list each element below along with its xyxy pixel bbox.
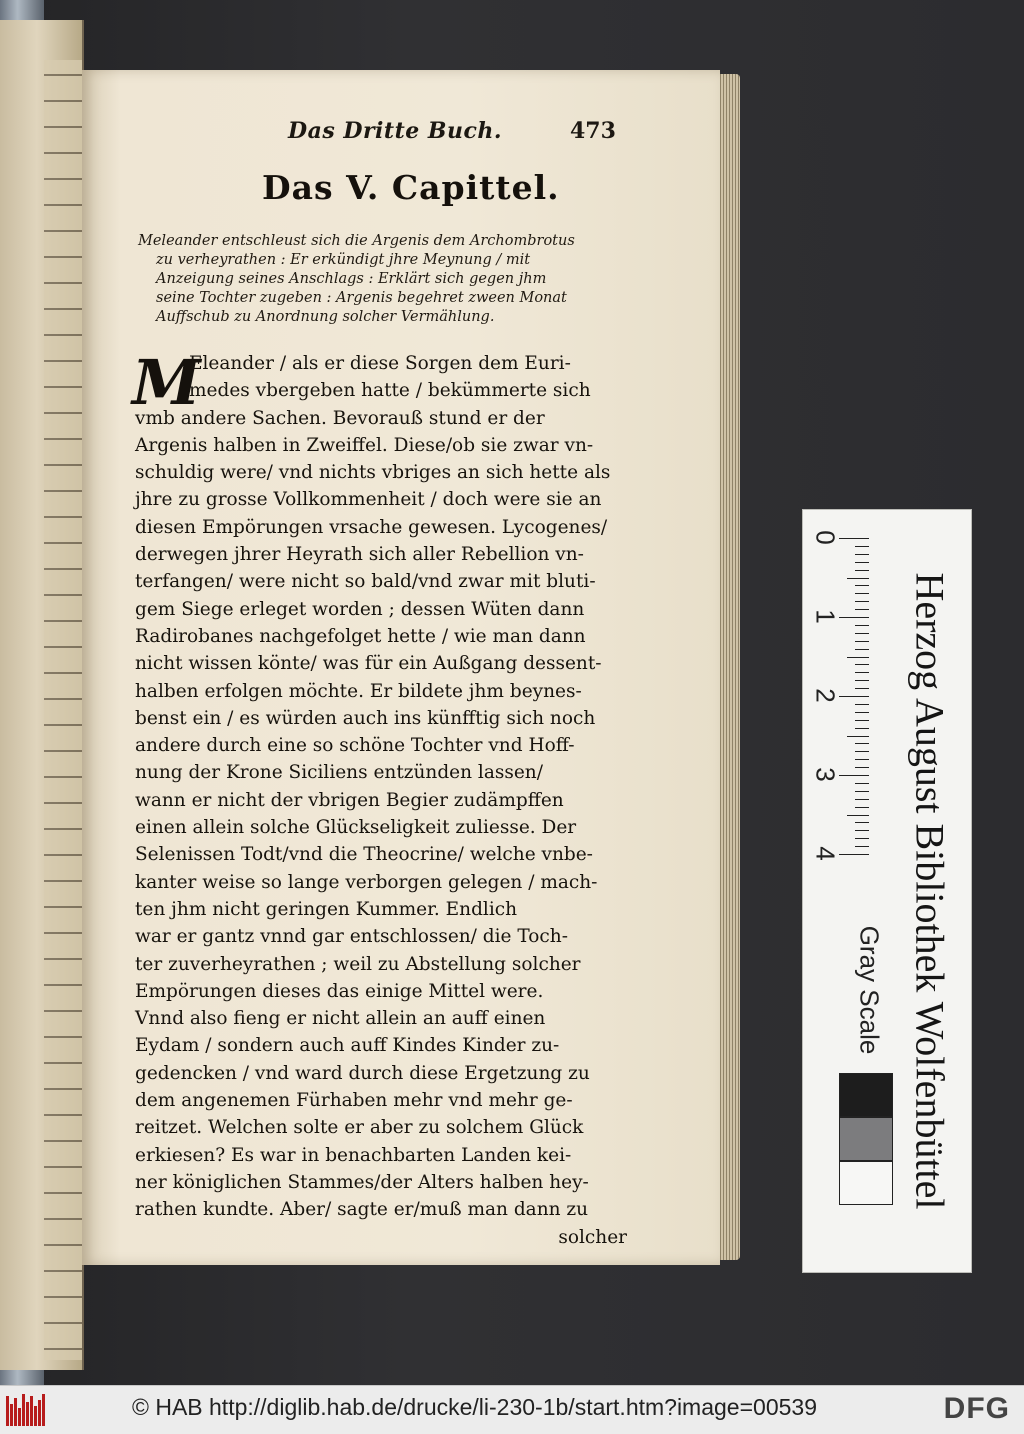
dfg-logo: DFG [943, 1392, 1010, 1425]
chapter-title: Das V. Capittel. [262, 168, 560, 207]
body-line: vmb andere Sachen. Bevorauß stund er der [135, 407, 545, 429]
ruler-tick [855, 641, 869, 642]
logo-bar [6, 1396, 9, 1426]
running-head: Das Dritte Buch. [288, 118, 503, 144]
body-line: rathen kundte. Aber/ sagte er/muß man dann zu [135, 1199, 589, 1221]
ruler-tick [855, 570, 869, 571]
ruler-tick [855, 649, 869, 650]
page-number: 473 [570, 118, 616, 144]
ruler-tick [855, 712, 869, 713]
body-text [135, 350, 627, 1251]
ruler-tick [847, 657, 869, 658]
ruler-tick [839, 696, 869, 697]
body-line: Argenis halben in Zweiffel. Diese/ob sie zwar vn- [135, 434, 594, 456]
ruler-tick [855, 585, 869, 586]
body-line: diesen Empörungen vrsache gewesen. Lycogenes/ [135, 516, 608, 538]
footer-bar [0, 1385, 1024, 1434]
ruler-tick [855, 720, 869, 721]
body-line: jhre zu grosse Vollkommenheit / doch were sie an [135, 489, 602, 511]
logo-bar [26, 1402, 29, 1426]
ruler-tick [855, 783, 869, 784]
summary-line: Anzeigung seines Anschlags : Erklärt sich gegen jhm [156, 271, 547, 287]
ruler-tick [855, 633, 869, 634]
drop-cap: M [132, 346, 201, 419]
ruler-tick [855, 846, 869, 847]
summary-line: seine Tochter zugeben : Argenis begehret zween Monat [156, 290, 567, 306]
logo-bar [42, 1394, 45, 1426]
body-line: war er gantz vnnd gar entschlossen/ die Toch- [135, 926, 568, 948]
body-line: nung der Krone Siciliens entzünden lassen/ [135, 762, 543, 784]
ruler-tick [855, 554, 869, 555]
ruler [811, 520, 871, 920]
ruler-number: 0 [810, 530, 841, 545]
body-line: gem Siege erleget worden ; dessen Wüten dann [135, 598, 585, 620]
ruler-tick [839, 617, 869, 618]
ruler-tick [839, 854, 869, 855]
body-line: reitzet. Welchen solte er aber zu solchem Glück [135, 1117, 584, 1139]
body-line: ter zuverheyrathen ; weil zu Abstellung solcher [135, 953, 581, 975]
body-line: halben erfolgen möchte. Er bildete jhm beynes- [135, 680, 582, 702]
body-line: Vnnd also fieng er nicht allein an auff einen [135, 1008, 546, 1030]
ruler-number: 3 [810, 767, 841, 782]
catchword: solcher [558, 1226, 627, 1248]
ruler-tick [847, 736, 869, 737]
logo-bar [22, 1394, 25, 1426]
ruler-tick [855, 807, 869, 808]
body-line: wann er nicht der vbrigen Begier zudämpffen [135, 789, 564, 811]
body-line: gedencken / vnd ward durch diese Ergetzung zu [135, 1062, 590, 1084]
gray-swatch-white [839, 1161, 893, 1205]
body-line: Eydam / sondern auch auff Kindes Kinder zu- [135, 1035, 560, 1057]
body-line: Empörungen dieses das einige Mittel were. [135, 980, 544, 1002]
ruler-tick [839, 538, 869, 539]
ruler-number: 4 [810, 846, 841, 861]
ruler-number: 1 [810, 609, 841, 624]
ruler-tick [855, 546, 869, 547]
body-line: einen allein solche Glückseligkeit zuliesse. Der [135, 817, 577, 839]
ruler-tick [847, 578, 869, 579]
hab-barcode-logo-icon [6, 1394, 46, 1426]
ruler-tick [855, 672, 869, 673]
ruler-tick [855, 704, 869, 705]
gray-scale-label: Gray Scale [854, 925, 885, 1055]
gray-swatch-black [839, 1073, 893, 1117]
logo-bar [14, 1398, 17, 1426]
summary-line: Auffschub zu Anordnung solcher Vermählung. [156, 309, 495, 325]
logo-bar [10, 1404, 13, 1426]
body-line: derwegen jhrer Heyrath sich aller Rebellion vn- [135, 544, 584, 566]
ruler-tick [855, 609, 869, 610]
body-line: kanter weise so lange verborgen gelegen / mach- [135, 871, 598, 893]
ruler-tick [855, 728, 869, 729]
ruler-tick [839, 775, 869, 776]
footer-url[interactable]: © HAB http://diglib.hab.de/drucke/li-230-1b/start.htm?image=00539 [132, 1394, 817, 1420]
ruler-tick [855, 838, 869, 839]
body-line: nicht wissen könte/ was für ein Außgang dessent- [135, 653, 602, 675]
ruler-tick [855, 751, 869, 752]
body-line: andere durch eine so schöne Tochter vnd Hoff- [135, 735, 575, 757]
body-line: ten jhm nicht geringen Kummer. Endlich [135, 898, 518, 920]
summary-line: Meleander entschleust sich die Argenis dem Archombrotus [138, 233, 575, 249]
logo-bar [18, 1408, 21, 1426]
ruler-tick [855, 767, 869, 768]
ruler-tick [855, 822, 869, 823]
chapter-summary [138, 232, 624, 327]
logo-bar [38, 1400, 41, 1426]
body-line: benst ein / es würden auch ins künfftig sich noch [135, 707, 596, 729]
body-line: schuldig were/ vnd nichts vbriges an sich hette als [135, 462, 611, 484]
ruler-tick [855, 601, 869, 602]
body-line: Eleander / als er diese Sorgen dem Euri- [189, 353, 571, 374]
body-line: ner königlichen Stammes/der Alters halben hey- [135, 1171, 589, 1193]
body-line: Radirobanes nachgefolget hette / wie man dann [135, 625, 586, 647]
ruler-tick [855, 791, 869, 792]
ruler-tick [855, 688, 869, 689]
body-line: terfangen/ were nicht so bald/vnd zwar mit bluti- [135, 571, 596, 593]
logo-bar [30, 1396, 33, 1426]
body-line: Selenissen Todt/vnd die Theocrine/ welche vnbe- [135, 844, 593, 866]
ruler-tick [855, 799, 869, 800]
ruler-tick [855, 743, 869, 744]
gray-swatch-mid [839, 1117, 893, 1161]
ruler-number: 2 [810, 688, 841, 703]
ruler-tick [855, 759, 869, 760]
ruler-tick [855, 625, 869, 626]
body-line: medes vbergeben hatte / bekümmerte sich [189, 380, 591, 402]
body-line: dem angenemen Fürhaben mehr vnd mehr ge- [135, 1090, 573, 1112]
scale-reference-card [802, 509, 972, 1273]
ruler-tick [847, 815, 869, 816]
logo-bar [34, 1406, 37, 1426]
ruler-tick [855, 830, 869, 831]
ruler-tick [855, 562, 869, 563]
body-line: erkiesen? Es war in benachbarten Landen kei- [135, 1144, 572, 1166]
ruler-tick [855, 680, 869, 681]
scale-institution-label: Herzog August Bibliothek Wolfenbüttel [907, 572, 953, 1210]
ruler-tick [855, 593, 869, 594]
ruler-tick [855, 664, 869, 665]
summary-line: zu verheyrathen : Er erkündigt jhre Meynung / mit [156, 252, 531, 268]
facing-page-text-edge [44, 60, 82, 1360]
